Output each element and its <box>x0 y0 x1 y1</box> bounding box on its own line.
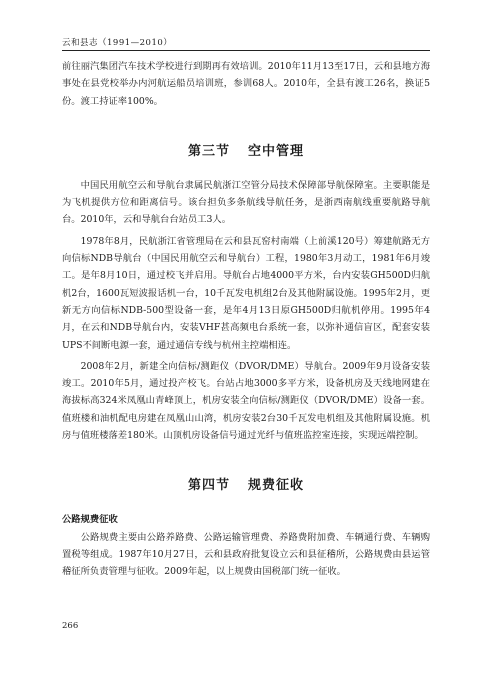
header-rule <box>62 50 430 51</box>
section-title: 规费征收 <box>248 478 305 494</box>
section-number: 第三节 <box>187 143 230 159</box>
section-title: 空中管理 <box>248 143 305 159</box>
paragraph-ndb: 1978年8月，民航浙江省管理局在云和县瓦窑村南端（上前溪120号）筹建航路无方向信标NDB导航台（中国民用航空云和导航台）工程，1980年3月动工，1981年6月竣工。是年8月10日，通过校飞并启用。导航台占地4000平方米，台内安装GH500D归航机2台，1600瓦短波报话机一台，10千瓦发电机组2台及其他附属设施。1995年2月，更新无方向信标NDB-500型设备一套，是年4月13日原GH500D归航机停用。1995年4月，在云和NDB导航台内，安装VHF甚高频电台系统一套，以弥补通信盲区，配套安装UPS不间断电源一套，通过通信专线与杭州主控端相连。 <box>62 235 430 351</box>
paragraph-continued: 前往丽汽集团汽车技术学校进行到期再有效培训。2010年11月13至17日，云和县地方海事处在县党校举办内河航运船员培训班，参训68人。2010年，全县有渡工26名，换证5份。渡工持证率100%。 <box>62 61 430 107</box>
paragraph-fees: 公路规费主要由公路养路费、公路运输管理费、养路费附加费、车辆通行费、车辆购置税等组成。1987年10月27日，云和县政府批复设立云和县征稽所，公路规费由县运管稽征所负责管理与征收。2009年起，以上规费由国税部门统一征收。 <box>62 531 430 578</box>
paragraph-intro: 中国民用航空云和导航台隶属民航浙江空管分局技术保障部导航保障室。主要职能是为飞机提供方位和距离信号。该台担负多条航线导航任务，是浙西南航线重要航路导航台。2010年，云和导航台台站员工3人。 <box>62 179 430 226</box>
subheading: 公路规费征收 <box>62 514 118 526</box>
running-header: 云和县志（1991—2010） <box>62 38 173 48</box>
page-body <box>62 58 430 581</box>
page-number: 266 <box>62 621 79 631</box>
paragraph-dvor: 2008年2月，新建全向信标/测距仪（DVOR/DME）导航台。2009年9月设备安装竣工。2010年5月，通过投产校飞。台站占地3000多平方米，设备机房及天线地网建在海拔标高324米凤凰山青峰顶上，机房安装全向信标/测距仪（DVOR/DME）设备一套。值班楼和油机配电房建在凤凰山山湾，机房安装2台30千瓦发电机组及其他附属设施。机房与值班楼落差180米。山顶机房设备信号通过光纤与值班监控室连接，实现远端控制。 <box>62 360 430 442</box>
section-heading-3 <box>62 140 430 159</box>
section-number: 第四节 <box>187 478 230 494</box>
section-heading-4 <box>62 474 430 493</box>
